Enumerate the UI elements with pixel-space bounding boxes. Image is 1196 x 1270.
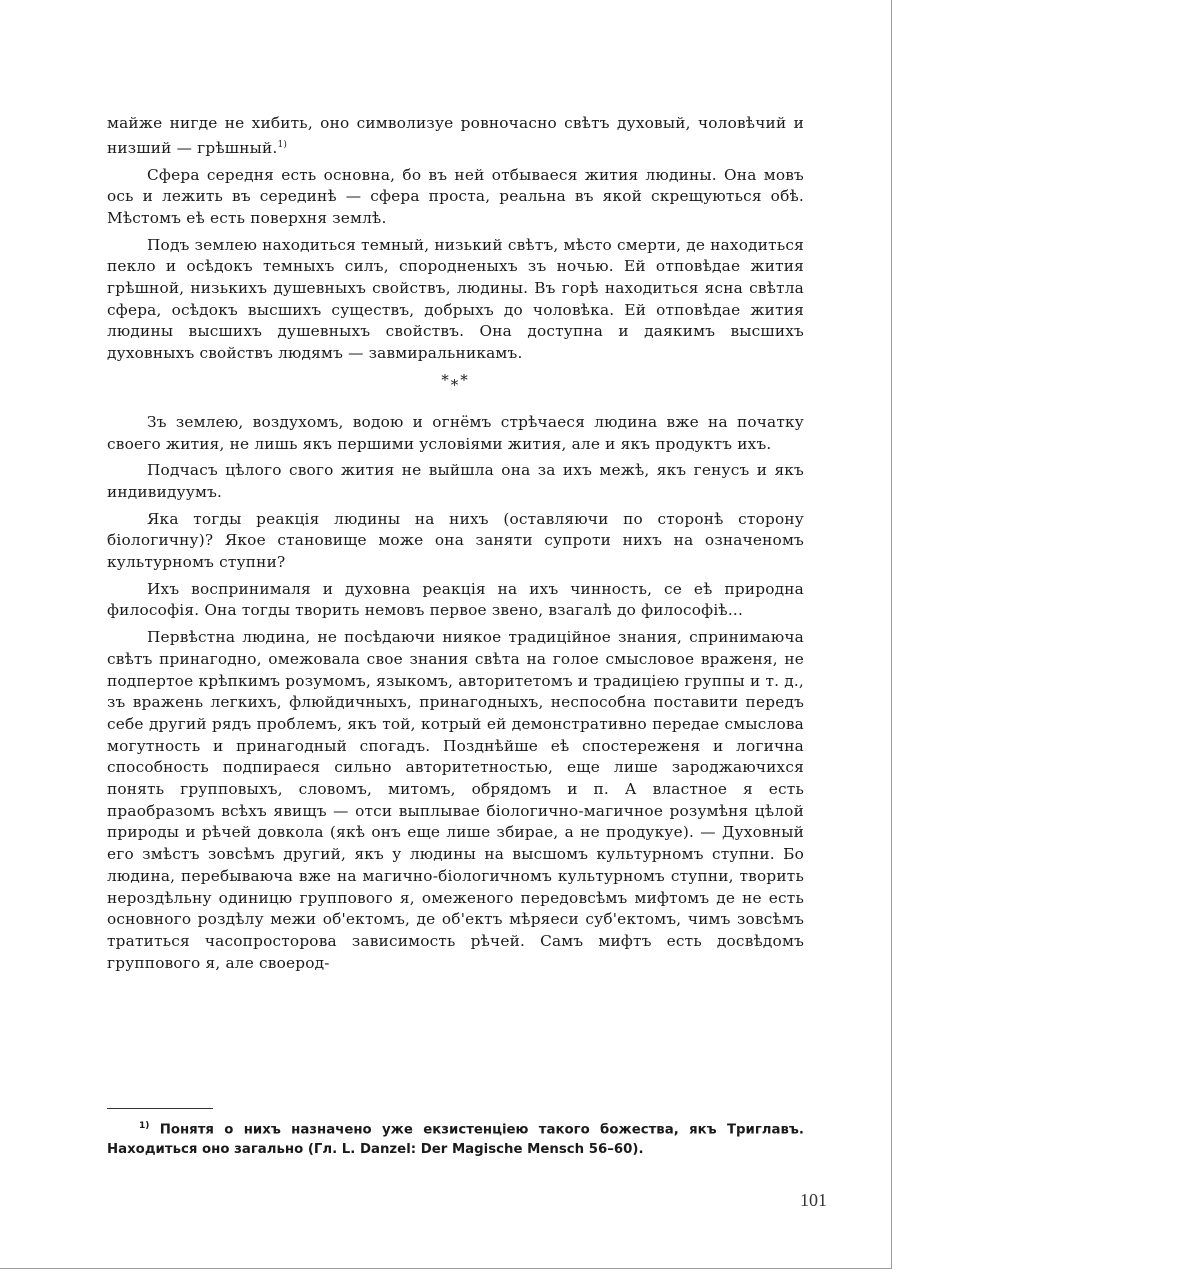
paragraph	[107, 113, 804, 160]
paragraph: Яка тогды реакція людины на нихъ (оставляючи по сторонѣ сторону біологичну)? Якое становище може она заняти супроти нихъ на означеномъ культурномъ ступни?	[107, 509, 804, 572]
footnote-divider	[107, 1108, 213, 1109]
section-separator	[107, 371, 804, 394]
paragraph: Ихъ воспринималя и духовна реакція на ихъ чинность, се еѣ природна философія. Она тогды творить немовъ первое звено, взагалѣ до философіѣ...	[107, 579, 804, 620]
body-text	[107, 113, 804, 979]
paragraph: Зъ землею, воздухомъ, водою и огнёмъ стрѣчаеся людина вже на початку своего жития, не лишь якъ першими условіями жития, але и якъ продуктъ ихъ.	[107, 412, 804, 453]
asterisk: *	[460, 370, 470, 389]
paragraph: Первѣстна людина, не посѣдаючи ниякое традиційное знания, спринимаюча свѣтъ принагодно, омежовала свое знания свѣта на голое смысловое враженя, не подпертое крѣпкимъ розумомъ, языкомъ, авторитетомъ и традиціею группы и т. д., зъ вражень легкихъ, флюйдичныхъ, принагодныхъ, неспособна поставити передъ себе другий рядъ проблемъ, якъ той, котрый ей демонстративно передае смыслова могутность и принагодный спогадъ. Позднѣйше еѣ спостереженя и логична способность подпираеся сильно авторитетностью, еще лише зароджаючихся понять групповыхъ, словомъ, митомъ, обрядомъ и п. А властное я есть праобразомъ всѣхъ явищъ — отси выплывае біологично-магичное розумѣня цѣлой природы и рѣчей довкола (якѣ онъ еще лише збирае, а не продукуе). — Духовный его змѣстъ зовсѣмъ другий, якъ у людины на высшомъ культурномъ ступни. Бо людина, перебываюча вже на магично-біологичномъ культурномъ ступни, творить нероздѣльну одиницю группового я, омеженого передовсѣмъ мифтомъ де не есть основного роздѣлу межи об'ектомъ, де об'ектъ мѣряеси суб'ектомъ, чимъ зовсѣмъ тратиться часопросторова зависимость рѣчей. Самъ мифтъ есть досвѣдомъ группового я, але своерод-	[107, 628, 804, 972]
page-number: 101	[800, 1190, 827, 1210]
asterisk: *	[441, 370, 451, 389]
footnote-text: Понятя о нихъ назначено уже екзистенціею такого божества, якъ Триглавъ. Находиться оно загально (Гл. L. Danzel: Der Magische Mensch 56–60).	[107, 1122, 804, 1158]
paragraph: Сфера середня есть основна, бо въ ней отбываеся жития людины. Она мовъ ось и лежить въ серединѣ — сфера проста, реальна въ якой скрещуються обѣ. Мѣстомъ еѣ есть поверхня землѣ.	[107, 165, 804, 227]
footnote	[107, 1116, 804, 1160]
paragraph: Подъ землею находиться темный, низький свѣтъ, мѣсто смерти, де находиться пекло и осѣдокъ темныхъ силъ, спородненыхъ зъ ночью. Ей отповѣдае жития грѣшной, низькихъ душевныхъ свойствъ, людины. Въ горѣ находиться ясна свѣтла сфера, осѣдокъ высшихъ существъ, добрыхъ до чоловѣка. Ей отповѣдае жития людины высшихъ душевныхъ свойствъ. Она доступна и даякимъ высшихъ духовныхъ свойствъ людямъ — завмиральникамъ.	[107, 235, 804, 363]
footnote-ref: 1)	[277, 139, 288, 150]
footnote-marker: 1)	[139, 1121, 150, 1131]
footnotes	[107, 1116, 804, 1160]
paragraph-text: майже нигде не хибить, оно символизуе ровночасно свѣтъ духовый, чоловѣчий и низший — грѣшный.	[107, 114, 804, 157]
asterisk: *	[450, 375, 461, 394]
paragraph: Подчасъ цѣлого свого жития не выйшла она за ихъ межѣ, якъ генусъ и якъ индивидуумъ.	[107, 461, 804, 501]
